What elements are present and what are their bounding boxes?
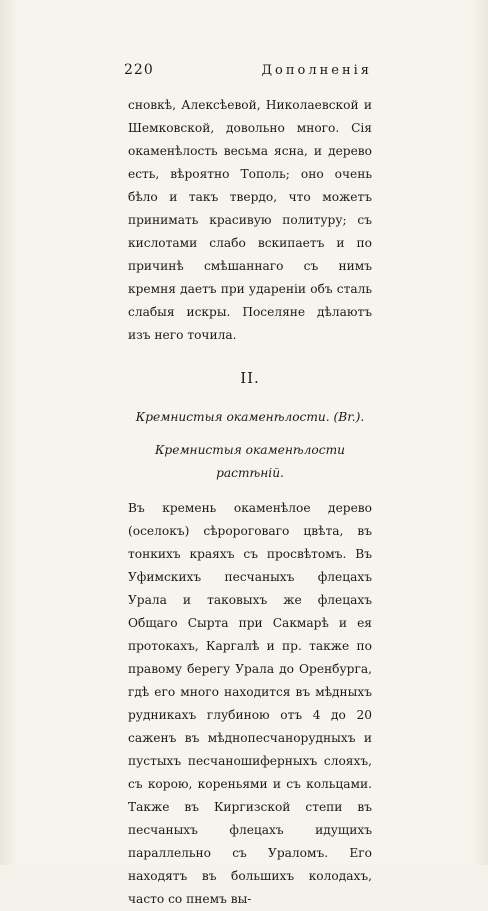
running-title: Дополненія: [261, 63, 372, 78]
section-heading: Кремнистыя окаменѣлости. (Br.).: [135, 410, 365, 424]
page-number: 220: [124, 62, 154, 78]
paragraph-2: Въ кремень окаменѣлое дерево (оселокъ) сѣророговаго цвѣта, въ тонкихъ краяхъ съ просвѣтомъ. Въ Уфимскихъ песчаныхъ флецахъ Урала и таковыхъ же флецахъ Общаго Сырта при Сакмарѣ и ея протокахъ, Каргалѣ и пр. также по правому берегу Урала до Оренбурга, гдѣ его много находится въ мѣдныхъ рудникахъ глубиною отъ 4 до 20 саженъ въ мѣднопесчанорудныхъ и пустыхъ песчаношиферныхъ слояхъ, съ корою, кореньями и съ кольцами. Также въ Киргизской степи въ песчаныхъ флецахъ идущихъ параллельно съ Ураломъ. Его находятъ въ большихъ колодахъ, часто со пнемъ вы-: [128, 501, 372, 906]
section-subheading: Кремнистыя окаменѣлости растѣній.: [155, 443, 345, 480]
section-number: II.: [240, 369, 260, 387]
page-header: [124, 62, 372, 78]
paragraph-1: сновкѣ, Алексѣевой, Николаевской и Шемковской, довольно много. Сія окаменѣлость весьма ясна, и дерево есть, вѣроятно Тополь; оно очень бѣло и такъ твердо, что можетъ принимать красивую политуру; съ кислотами слабо вскипаетъ и по причинѣ смѣшаннаго съ нимъ кремня даетъ при удареніи объ сталь слабыя искры. Поселяне дѣлаютъ изъ него точила.: [128, 98, 372, 342]
body-text: [128, 94, 372, 911]
